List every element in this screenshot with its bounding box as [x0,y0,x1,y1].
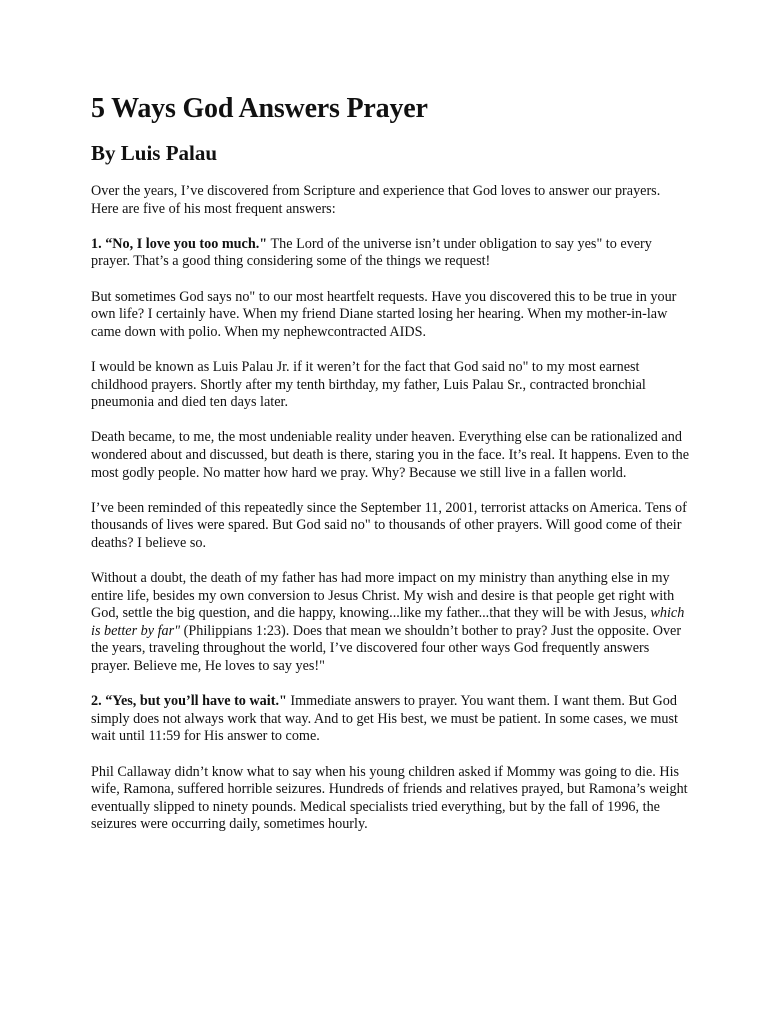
body-paragraph-3: I would be known as Luis Palau Jr. if it weren’t for the fact that God said no" to my most earnest childhood prayers. Shortly after my tenth birthday, my father, Luis Palau Sr., contracted bronchial pneumonia and died ten days later. [91,358,646,411]
intro-paragraph: Over the years, I’ve discovered from Scripture and experience that God loves to answer our prayers. Here are five of his most frequent answers: [91,183,661,217]
body-paragraph-4: Death became, to me, the most undeniable reality under heaven. Everything else can be rationalized and wondered about and discussed, but death is there, staring you in the face. It’s real. It happens. Even to the most godly people. No matter how hard we pray. Why? Because we still live in a fallen world. [91,429,690,481]
answer-1-paragraph [91,236,691,271]
document-page [91,92,691,834]
answer-2-text: Immediate answers to prayer. You want them. I want them. But God simply does not always work that way. And to get His best, we must be patient. In some cases, we must wait until 11:59 for His answer to come. [91,693,678,745]
body-paragraph-6-part-b: (Philippians 1:23). Does that mean we shouldn’t bother to pray? Just the opposite. Over the years, traveling throughout the world, I’ve discovered four other ways God frequently answers prayer. Believe me, He loves to say yes!" [91,622,682,675]
answer-1-text: The Lord of the universe isn’t under obligation to say yes" to every prayer. That’s a good thing considering some of the things we request! [91,235,652,270]
body-paragraph-6 [91,570,691,676]
body-paragraph-6-part-a: Without a doubt, the death of my father has had more impact on my ministry than anything else in my entire life, besides my own conversion to Jesus Christ. My wish and desire is that people get right with God, settle the big question, and die happy, knowing...like my father...that they will be with Jesus, [91,570,675,622]
answer-2-paragraph [91,693,691,746]
answer-1-heading: 1. “No, I love you too much." [91,235,268,252]
body-paragraph-8: Phil Callaway didn’t know what to say when his young children asked if Mommy was going to die. His wife, Ramona, suffered horrible seizures. Hundreds of friends and relatives prayed, but Ramona’s weight eventually slipped to ninety pounds. Medical specialists tried everything, but by the fall of 1996, the seizures were occurring daily, sometimes hourly. [91,763,688,833]
document-byline: By Luis Palau [91,141,218,165]
answer-2-heading: 2. “Yes, but you’ll have to wait." [91,693,287,710]
body-paragraph-2: But sometimes God says no" to our most heartfelt requests. Have you discovered this to be true in your own life? I certainly have. When my friend Diane started losing her hearing. When my mother-in-law came down with polio. When my nephewcontracted AIDS. [91,288,677,340]
document-title: 5 Ways God Answers Prayer [91,93,428,124]
scripture-quote: which is better by far" [91,605,685,639]
body-paragraph-5: I’ve been reminded of this repeatedly since the September 11, 2001, terrorist attacks on America. Tens of thousands of lives were spared. But God said no" to thousands of other prayers. Will good come of their deaths? I believe so. [91,499,687,551]
